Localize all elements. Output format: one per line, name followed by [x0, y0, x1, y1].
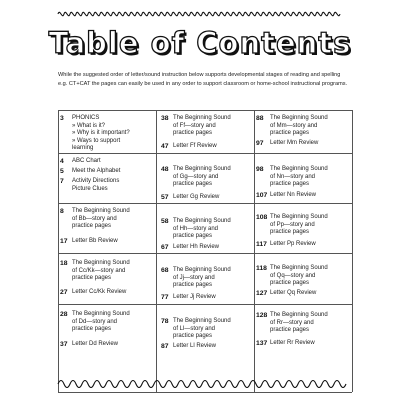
grid-line [58, 253, 352, 254]
entry-sub: » What is it? [72, 122, 106, 129]
page-number: 38 [161, 115, 169, 122]
entry-title: Letter Ff Review [173, 143, 217, 149]
entry-title: Letter Mm Review [270, 140, 319, 146]
grid-line [58, 153, 352, 154]
entry-title: The Beginning Sound of Cc/Kk—story and practice pages [72, 260, 130, 282]
entry-title: Letter Gg Review [173, 194, 220, 200]
page-number: 107 [256, 192, 268, 199]
page-number: 78 [161, 318, 169, 325]
page-number: 68 [161, 267, 169, 274]
page-number: 67 [161, 244, 169, 251]
page-number: 28 [60, 311, 68, 318]
top-scribble-border [0, 2, 400, 22]
page-number: 127 [256, 290, 268, 297]
page-number: 57 [161, 194, 169, 201]
page-number: 5 [60, 168, 64, 175]
entry-title: The Beginning Sound of Pp—story and practice pages [270, 214, 328, 236]
entry-title: The Beginning Sound of Gg—story and practice pages [173, 166, 231, 188]
entry-title: The Beginning Sound of Hh—story and practice pages [173, 218, 231, 240]
page-number: 47 [161, 143, 169, 150]
grid-line [352, 110, 353, 392]
page-number: 117 [256, 241, 267, 248]
entry-title: The Beginning Sound of Qq—story and practice pages [270, 265, 328, 287]
entry-title: The Beginning Sound of Jj—story and practice pages [173, 267, 231, 289]
entry-title: The Beginning Sound of Dd—story and practice pages [72, 311, 130, 333]
page-number: 58 [161, 218, 169, 225]
page-number: 97 [256, 140, 264, 147]
grid-line [58, 110, 352, 111]
page-number: 48 [161, 166, 169, 173]
entry-sub: » Ways to support learning [72, 137, 121, 152]
page-number: 17 [60, 238, 68, 245]
grid-line [58, 304, 352, 305]
page-number: 27 [60, 289, 68, 296]
page-number: 37 [60, 341, 68, 348]
entry-title: Letter Rr Review [270, 340, 315, 346]
grid-line [58, 203, 352, 204]
entry-title: PHONICS [72, 115, 100, 121]
intro-paragraph: While the suggested order of letter/sound instruction below supports developmental stages of reading and spelling e.g. CT+CAT the pages can easily be used in any order to support classroom or home-school instructional programs. [58, 72, 348, 87]
entry-title: The Beginning Sound of Ll—story and practice pages [173, 318, 231, 340]
entry-title: The Beginning Sound of Rr—story and practice pages [270, 312, 328, 334]
entry-title: Letter Qq Review [270, 290, 317, 296]
page-title: Table of Contents [48, 26, 352, 60]
page-number: 128 [256, 312, 268, 319]
page-number: 8 [60, 208, 64, 215]
page-number: 98 [256, 166, 264, 173]
entry-title: Meet the Alphabet [72, 168, 121, 174]
entry-title: The Beginning Sound of Ff—story and practice pages [173, 115, 231, 137]
page-number: 7 [60, 178, 64, 185]
entry-sub: » Why is it important? [72, 130, 130, 137]
page-number: 3 [60, 115, 64, 122]
entry-title: Letter Nn Review [270, 192, 317, 198]
entry-title: Letter Ll Review [173, 343, 217, 349]
page-number: 118 [256, 265, 267, 272]
page-number: 137 [256, 340, 268, 347]
bottom-scribble-border [0, 374, 400, 394]
entry-title: The Beginning Sound of Mm—story and practice pages [270, 115, 328, 137]
page-number: 108 [256, 214, 268, 221]
entry-title: Letter Cc/Kk Review [72, 289, 127, 295]
entry-title: Letter Pp Review [270, 241, 316, 247]
entry-title: Letter Bb Review [72, 238, 118, 244]
page-number: 4 [60, 158, 64, 165]
entry-title: Activity Directions Picture Clues [72, 178, 120, 192]
entry-title: The Beginning Sound of Bb—story and practice pages [72, 208, 130, 230]
entry-title: The Beginning Sound of Nn—story and practice pages [270, 166, 328, 188]
page-number: 88 [256, 115, 264, 122]
entry-title: Letter Hh Review [173, 244, 220, 250]
entry-title: Letter Jj Review [173, 294, 216, 300]
entry-title: Letter Dd Review [72, 341, 119, 347]
entry-title: ABC Chart [72, 158, 101, 164]
page-number: 18 [60, 260, 68, 267]
page-number: 87 [161, 343, 169, 350]
page-number: 77 [161, 294, 169, 301]
